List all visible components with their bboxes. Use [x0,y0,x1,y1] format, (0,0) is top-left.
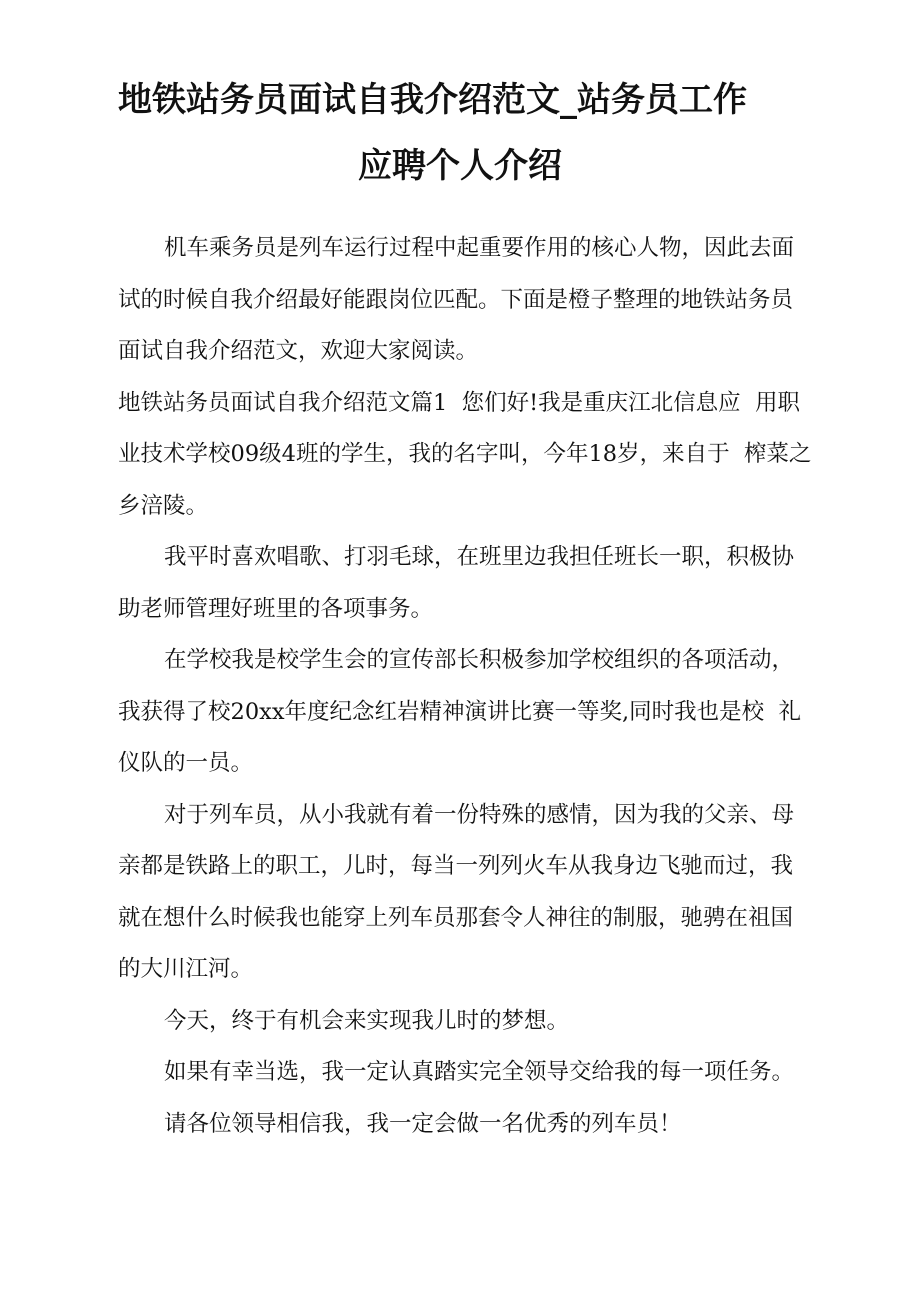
document-title-line-2: 应聘个人介绍 [358,146,562,186]
text-line: 地铁站务员面试自我介绍范文篇1 您们好!我是重庆江北信息应 用职 [118,389,800,416]
text-line: 就在想什么时候我也能穿上列车员那套令人神往的制服，驰骋在祖国 [118,904,794,931]
text-line: 对于列车员，从小我就有着一份特殊的感情，因为我的父亲、母 [164,801,795,828]
text-line: 仪队的一员。 [118,750,254,776]
text-line: 助老师管理好班里的各项事务。 [118,595,434,622]
text-line: 亲都是铁路上的职工，儿时，每当一列列火车从我身边飞驰而过，我 [118,853,794,879]
text-line: 今天，终于有机会来实现我儿时的梦想。 [164,1007,570,1034]
text-line: 我获得了校20xx年度纪念红岩精神演讲比赛一等奖,同时我也是校 礼 [118,698,801,725]
document-body [118,223,818,1150]
text-line: 如果有幸当选，我一定认真踏实完全领导交给我的每一项任务。 [164,1059,795,1085]
text-line: 乡涪陵。 [118,492,209,519]
document-title-line-1: 地铁站务员面试自我介绍范文_站务员工作 [118,80,747,120]
text-line: 请各位领导相信我，我一定会做一名优秀的列车员！ [164,1110,682,1137]
text-line: 在学校我是校学生会的宣传部长积极参加学校组织的各项活动， [164,647,795,673]
text-line: 的大川江河。 [118,956,254,982]
text-line: 我平时喜欢唱歌、打羽毛球，在班里边我担任班长一职，积极协 [164,544,795,570]
text-line: 面试自我介绍范文，欢迎大家阅读。 [118,338,479,364]
text-line: 业技术学校09级4班的学生，我的名字叫，今年18岁，来自于 榨菜之 [118,441,812,467]
text-line: 机车乘务员是列车运行过程中起重要作用的核心人物，因此去面 [164,235,795,261]
text-line: 试的时候自我介绍最好能跟岗位匹配。下面是橙子整理的地铁站务员 [118,286,794,313]
